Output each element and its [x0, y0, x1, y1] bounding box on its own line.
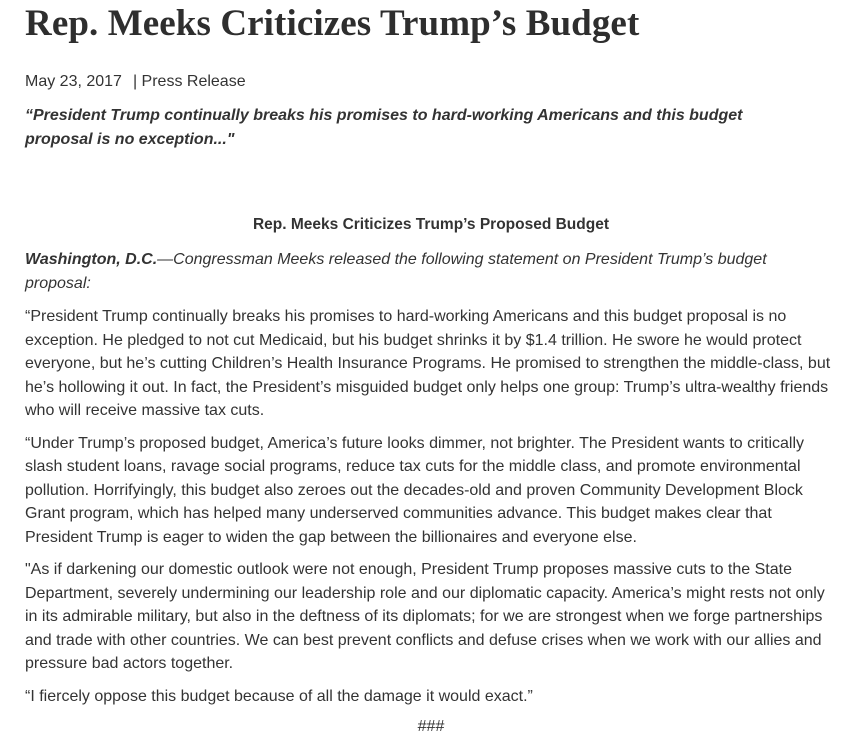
article-meta	[25, 72, 837, 92]
page-title: Rep. Meeks Criticizes Trump’s Budget	[25, 3, 640, 44]
dateline-text: —Congressman Meeks released the following statement on President Trump’s budget proposal:	[25, 251, 767, 292]
publish-date: May 23, 2017	[25, 73, 122, 90]
article-category: | Press Release	[132, 73, 246, 90]
section-title: Rep. Meeks Criticizes Trump’s Proposed Budget	[252, 216, 609, 233]
press-release-article	[25, 0, 837, 737]
body-paragraph-1: “President Trump continually breaks his promises to hard-working Americans and this budget proposal is no exception. He pledged to not cut Medicaid, but his budget shrinks it by $1.4 trillion. He swore he would protect everyone, but he’s cutting Children’s Health Insurance Programs. He promised to strengthen the middle-class, but he’s hollowing it out. In fact, the President’s misguided budget only helps one group: Trump’s ultra-wealthy friends who will receive massive tax cuts.	[25, 308, 831, 419]
dateline-place: Washington, D.C.	[25, 251, 158, 268]
end-mark: ###	[417, 718, 445, 735]
body-paragraph-2: “Under Trump’s proposed budget, America’s future looks dimmer, not brighter. The President wants to critically slash student loans, ravage social programs, reduce tax cuts for the middle class, and promote environmental pollution. Horrifyingly, this budget also zeroes out the decades-old and proven Community Development Block Grant program, which has helped many underserved communities advance. This budget makes clear that President Trump is eager to widen the gap between the billionaires and everyone else.	[25, 434, 805, 546]
body-paragraph-3: "As if darkening our domestic outlook were not enough, President Trump proposes massive cuts to the State Department, severely undermining our leadership role and our diplomatic capacity. America’s might rests not only in its admirable military, but also in the deftness of its diplomats; for we are strongest when we forge partnerships and trade with other countries. We can best prevent conflicts and defuse crises when we work with our allies and pressure bad actors together.	[25, 561, 825, 672]
article-subhead: “President Trump continually breaks his promises to hard-working Americans and this budget proposal is no exception..."	[25, 107, 743, 148]
body-paragraph-4: “I fiercely oppose this budget because of all the damage it would exact.”	[25, 687, 533, 705]
dateline-intro	[25, 248, 815, 296]
